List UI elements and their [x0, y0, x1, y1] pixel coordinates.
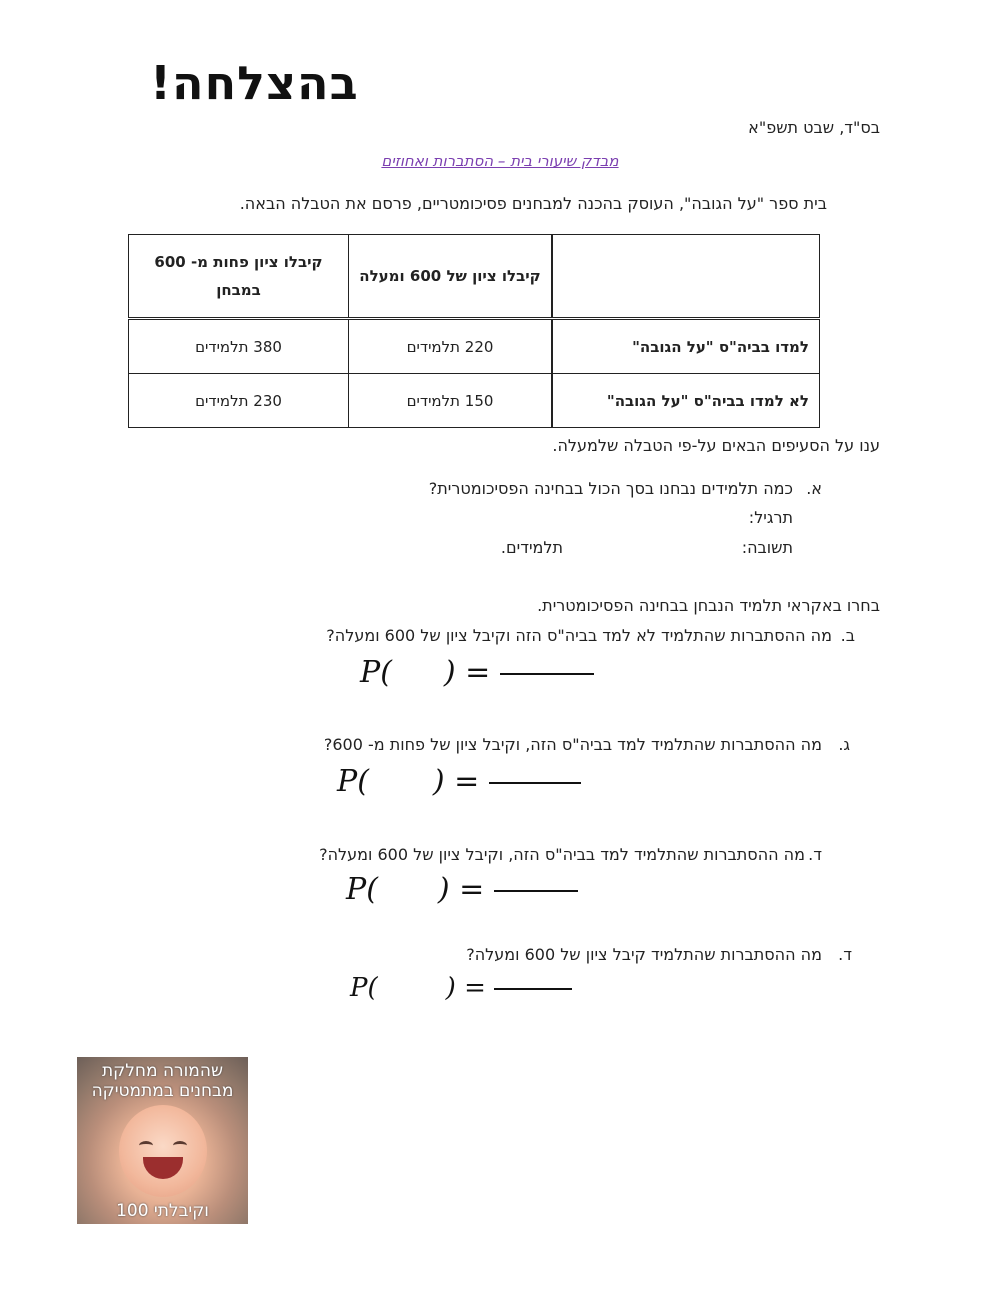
answer-blank	[494, 988, 572, 990]
formula-open-paren: (	[366, 872, 378, 907]
question-c-marker: ג.	[838, 735, 850, 754]
question-b-text: מה ההסתברות שהתלמיד לא למד בביה"ס הזה וקיבל ציון של 600 ומעלה?	[326, 626, 832, 645]
baby-meme-image	[77, 1057, 248, 1224]
question-d2-marker: ד.	[838, 945, 852, 964]
formula-open-paren: (	[380, 655, 392, 690]
question-a-marker: א.	[806, 479, 822, 498]
formula-close-paren: )	[437, 872, 450, 907]
formula-equals: =	[464, 973, 486, 1003]
formula-equals: =	[465, 655, 491, 690]
table-cell: 220 תלמידים	[349, 319, 553, 374]
answer-blank	[500, 673, 594, 675]
formula-p: P	[346, 872, 367, 907]
baby-face	[119, 1105, 207, 1197]
formula-open-paren: (	[357, 764, 369, 799]
question-d2-text: מה ההסתברות שהתלמיד קיבל ציון של 600 ומעלה?	[466, 945, 822, 964]
baby-eye	[173, 1141, 187, 1150]
row-label-studied: למדו בביה"ס "על הגובה"	[552, 319, 820, 374]
intro-text: בית ספר "על הגובה", העוסק בהכנה למבחנים פסיכומטריים, פרסם את הטבלה הבאה.	[239, 194, 827, 213]
date-line: בס"ד, שבט תשפ"א	[748, 118, 880, 137]
formula-d2	[350, 973, 572, 1003]
col-header-600-plus: קיבלו ציון של 600 ומעלה	[349, 235, 553, 319]
image-caption-bottom: וקיבלתי 100	[116, 1201, 209, 1221]
table-header-row	[129, 235, 820, 319]
answer-label: תשובה:	[741, 538, 793, 557]
table-row	[129, 319, 820, 374]
question-d-text: מה ההסתברות שהתלמיד למד בביה"ס הזה, וקיבל ציון של 600 ומעלה?	[319, 845, 805, 864]
baby-eye	[139, 1141, 153, 1150]
subtitle: מבדק שיעורי בית – הסתברות ואחוזים	[381, 152, 619, 170]
formula-close-paren: )	[443, 655, 456, 690]
table-cell: 230 תלמידים	[129, 374, 349, 428]
table-row	[129, 374, 820, 428]
formula-p: P	[360, 655, 381, 690]
image-caption-top: שהמורה מחלקת מבחנים במתמטיקה	[91, 1061, 234, 1101]
formula-close-paren: )	[432, 764, 445, 799]
page-title: בהצלחה!	[150, 56, 359, 110]
answer-unit: תלמידים.	[500, 538, 563, 557]
question-c-text: מה ההסתברות שהתלמיד למד בביה"ס הזה, וקיבל ציון של פחות מ- 600?	[323, 735, 822, 754]
formula-p: P	[350, 973, 368, 1003]
random-choice-text: בחרו באקראי תלמיד הנבחן בבחינה הפסיכומטרית.	[537, 596, 880, 615]
formula-close-paren: )	[445, 973, 456, 1003]
formula-equals: =	[454, 764, 480, 799]
answer-blank	[489, 782, 581, 784]
question-a-text: כמה תלמידים נבחנו בסך הכול בבחינה הפסיכומטרית?	[428, 479, 793, 498]
table-cell: 150 תלמידים	[349, 374, 553, 428]
formula-p: P	[337, 764, 358, 799]
row-label-not-studied: לא למדו בביה"ס "על הגובה"	[552, 374, 820, 428]
data-table	[128, 234, 820, 428]
formula-open-paren: (	[367, 973, 378, 1003]
formula-c	[337, 764, 581, 799]
exercise-label: תרגיל:	[748, 508, 793, 527]
question-b-marker: ב.	[840, 626, 855, 645]
question-d-marker: ד.	[808, 845, 822, 864]
answer-blank	[494, 890, 578, 892]
table-cell: 380 תלמידים	[129, 319, 349, 374]
instruction-text: ענו על הסעיפים הבאים על-פי הטבלה שלמעלה.	[552, 436, 880, 455]
col-header-below-600: קיבלו ציון פחות מ- 600 במבחן	[129, 235, 349, 319]
formula-equals: =	[459, 872, 485, 907]
formula-d	[346, 872, 578, 907]
table-corner-cell	[552, 235, 820, 319]
formula-b	[360, 655, 594, 690]
